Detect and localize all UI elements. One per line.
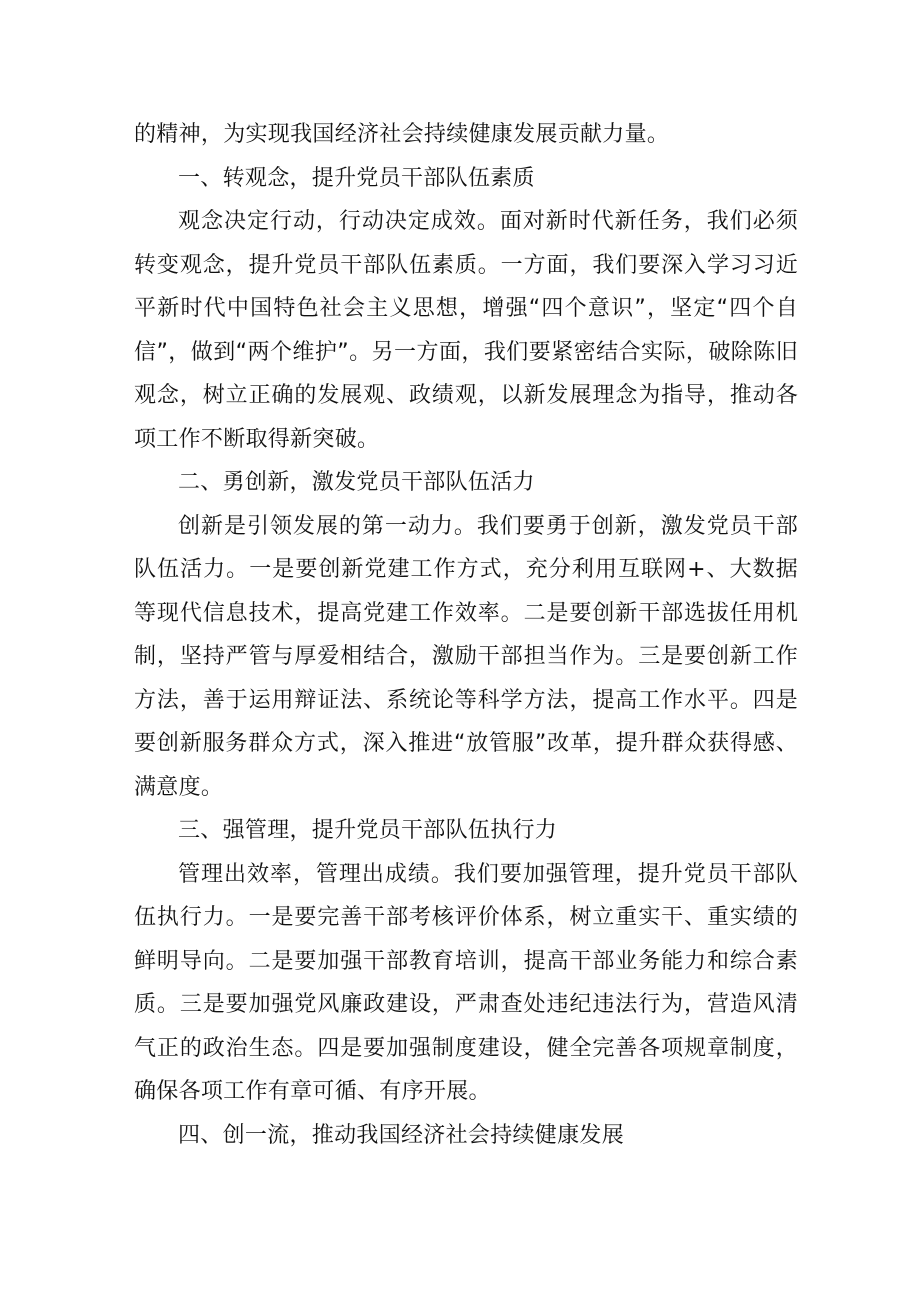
section-heading-3: 三、强管理，提升党员干部队伍执行力 [178,818,558,843]
document-body [134,113,798,1157]
section-heading-2: 二、勇创新，激发党员干部队伍活力 [178,470,535,495]
body-paragraph-continuation: 的精神，为实现我国经济社会持续健康发展贡献力量。 [134,122,670,147]
body-paragraph-2: 创新是引领发展的第一动力。我们要勇于创新，激发党员干部队伍活力。一是要创新党建工作方式，充分利用互联网+、大数据等现代信息技术，提高党建工作效率。二是要创新干部选拔任用机制，坚持严管与厚爱相结合，激励干部担当作为。三是要创新工作方法，善于运用辩证法、系统论等科学方法，提高工作水平。四是要创新服务群众方式，深入推进“放管服”改革，提升群众获得感、满意度。 [134,513,798,800]
body-paragraph-3: 管理出效率，管理出成绩。我们要加强管理，提升党员干部队伍执行力。一是要完善干部考核评价体系，树立重实干、重实绩的鲜明导向。二是要加强干部教育培训，提高干部业务能力和综合素质。三是要加强党风廉政建设，严肃查处违纪违法行为，营造风清气正的政治生态。四是要加强制度建设，健全完善各项规章制度，确保各项工作有章可循、有序开展。 [134,861,798,1104]
body-paragraph-1: 观念决定行动，行动决定成效。面对新时代新任务，我们必须转变观念，提升党员干部队伍素质。一方面，我们要深入学习习近平新时代中国特色社会主义思想，增强“四个意识”，坚定“四个自信”，做到“两个维护”。另一方面，我们要紧密结合实际，破除陈旧观念，树立正确的发展观、政绩观，以新发展理念为指导，推动各项工作不断取得新突破。 [134,209,798,452]
section-heading-4: 四、创一流，推动我国经济社会持续健康发展 [178,1122,625,1148]
section-heading-1: 一、转观念，提升党员干部队伍素质 [178,165,535,191]
